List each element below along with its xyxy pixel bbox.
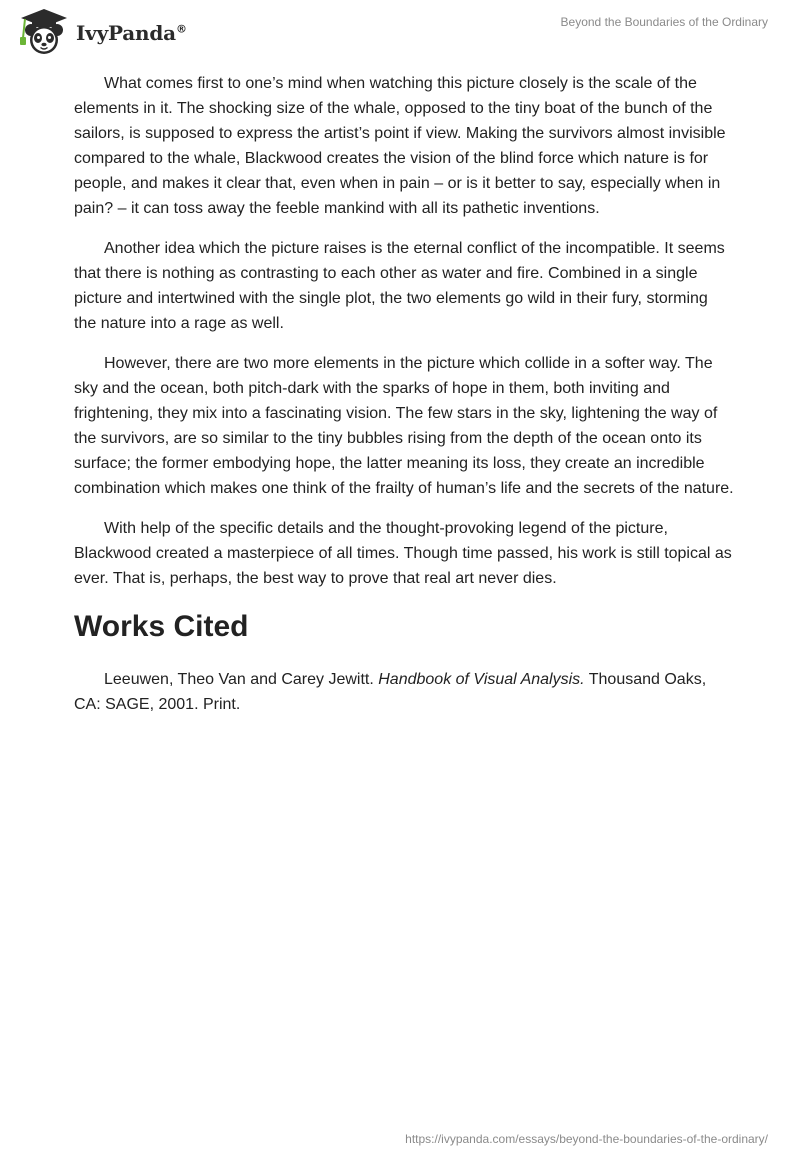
page-header xyxy=(0,0,800,60)
paragraph: Another idea which the picture raises is the eternal conflict of the incompatible. It seems that there is nothing as contrasting to each other as water and fire. Combined in a single picture and intertwined with the single plot, the two elements go wild in their fury, storming the nature into a rage as well. xyxy=(74,240,725,332)
citation-authors: Leeuwen, Theo Van and Carey Jewitt. xyxy=(104,671,374,688)
paragraph: However, there are two more elements in the picture which collide in a softer way. The sky and the ocean, both pitch-dark with the sparks of hope in them, both inviting and frightening, they mix into a fascinating vision. The few stars in the sky, lightening the way of the survivors, are so similar to the tiny bubbles rising from the depth of the ocean onto its surface; the former embodying hope, the latter meaning its loss, they create an incredible combination which makes one think of the frailty of human’s life and the secrets of the nature. xyxy=(74,355,734,497)
footer-url[interactable]: https://ivypanda.com/essays/beyond-the-boundaries-of-the-ordinary/ xyxy=(405,1132,768,1146)
citation-publication: Thousand Oaks, CA: SAGE, 2001. Print. xyxy=(74,671,707,713)
panda-graduate-icon xyxy=(15,8,73,56)
ivypanda-logo[interactable] xyxy=(15,8,187,56)
brand-name: IvyPanda® xyxy=(76,21,187,45)
citation-title: Handbook of Visual Analysis. xyxy=(378,671,585,688)
citation-entry xyxy=(74,667,734,717)
works-cited-heading: Works Cited xyxy=(74,610,249,643)
registered-mark: ® xyxy=(175,22,187,36)
essay-content xyxy=(74,71,734,717)
paragraph: With help of the specific details and the thought-provoking legend of the picture, Blackwood created a masterpiece of all times. Though time passed, his work is still topical as ever. That is, perhaps, the best way to prove that real art never dies. xyxy=(74,520,732,587)
paragraph: What comes first to one’s mind when watching this picture closely is the scale of the elements in it. The shocking size of the whale, opposed to the tiny boat of the bunch of the sailors, is supposed to express the artist’s point if view. Making the survivors almost invisible compared to the whale, Blackwood creates the vision of the blind force which nature is for people, and makes it clear that, even when in pain – or is it better to say, especially when in pain? – it can toss away the feeble mankind with all its pathetic inventions. xyxy=(74,75,726,217)
page-title: Beyond the Boundaries of the Ordinary xyxy=(560,15,768,29)
